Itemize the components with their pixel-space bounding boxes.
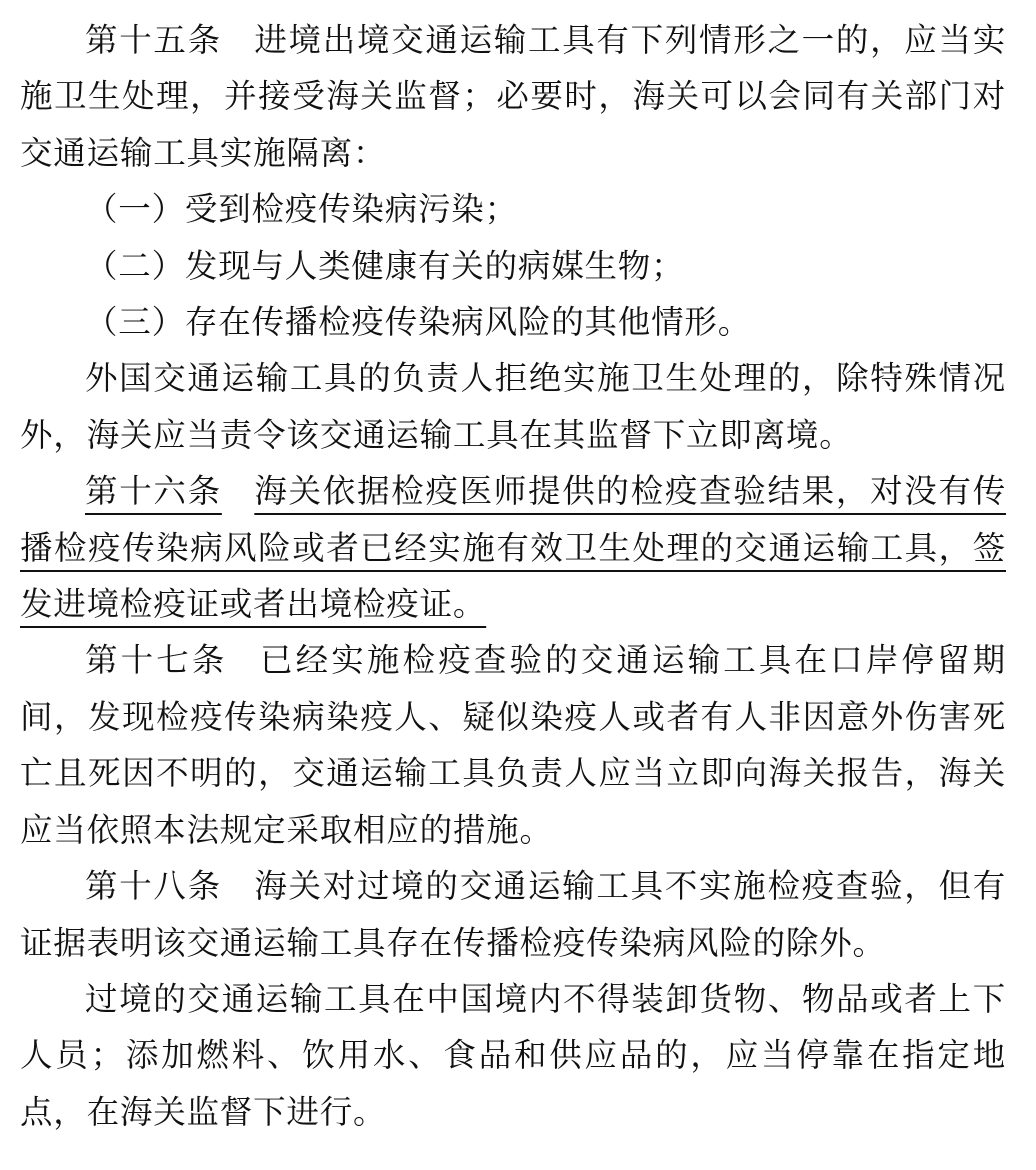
article-17-text: 已经实施检疫查验的交通运输工具在口岸停留期间，发现检疫传染病染疫人、疑似染疫人或者有人非因意外伤害死亡且死因不明的，交通运输工具负责人应当立即向海关报告，海关应当依照本法规定采取相应的措施。: [20, 641, 1006, 849]
article-17-number: 第十七条: [85, 641, 228, 680]
article-18-text: 海关对过境的交通运输工具不实施检疫查验，但有证据表明该交通运输工具存在传播检疫传染病风险的除外。: [20, 867, 1007, 962]
article-16-text: 海关依据检疫医师提供的检疫查验结果，对没有传播检疫传染病风险或者已经实施有效卫生处理的交通运输工具，签发进境检疫证或者出境检疫证。: [20, 472, 1007, 624]
article-15-number: 第十五条: [85, 21, 222, 59]
article-16-number: 第十六条: [85, 472, 222, 511]
document-body: [20, 12, 1006, 1140]
article-18-paragraph: [20, 858, 1006, 971]
article-15-paragraph: [20, 12, 1006, 181]
article-15-extra-paragraph: 外国交通运输工具的负责人拒绝实施卫生处理的，除特殊情况外，海关应当责令该交通运输工具在其监督下立即离境。: [20, 359, 1006, 454]
article-18-extra-paragraph: 过境的交通运输工具在中国境内不得装卸货物、物品或者上下人员；添加燃料、饮用水、食品和供应品的，应当停靠在指定地点，在海关监督下进行。: [20, 979, 1006, 1131]
article-15-item-3: （三）存在传播检疫传染病风险的其他情形。: [85, 303, 752, 342]
article-16-underlined-span: [20, 472, 1006, 623]
article-16-paragraph: [20, 463, 1006, 632]
article-15-item-2: （二）发现与人类健康有关的病媒生物；: [85, 246, 685, 285]
article-17-paragraph: [20, 632, 1006, 858]
article-18-number: 第十八条: [85, 867, 222, 906]
article-15-item-1: （一）受到检疫传染病污染；: [85, 190, 518, 229]
article-15-text: 进境出境交通运输工具有下列情形之一的，应当实施卫生处理，并接受海关监督；必要时，海关可以会同有关部门对交通运输工具实施隔离：: [20, 21, 1007, 172]
